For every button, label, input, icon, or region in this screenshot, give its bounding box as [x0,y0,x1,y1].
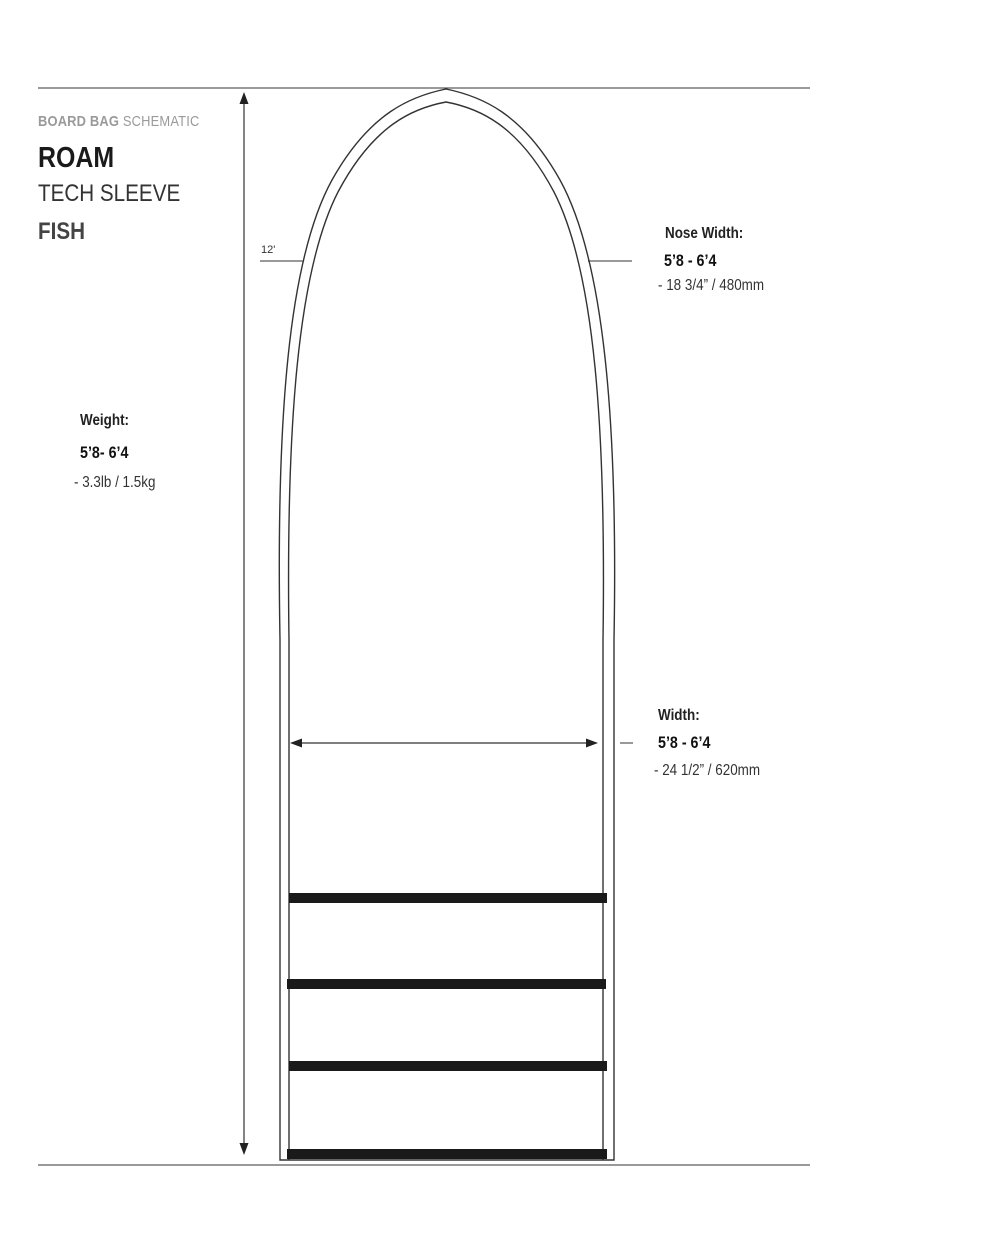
kicker-bold: BOARD BAG [38,113,120,130]
width-dimension-arrow [290,739,598,748]
bag-inner-outline [289,102,604,1160]
product-title: ROAM [38,142,115,174]
nose-width-value: - 18 3/4” / 480mm [658,277,765,294]
bag-outer-outline [279,89,614,1160]
strap-4 [287,1149,607,1159]
kicker-light: SCHEMATIC [122,113,200,130]
width-range: 5’8 - 6’4 [658,733,711,752]
strap-3 [289,1061,607,1071]
width-value: - 24 1/2” / 620mm [654,762,761,779]
board-model: FISH [38,218,86,245]
length-tick-label: 12' [261,244,276,256]
product-subtitle: TECH SLEEVE [38,180,181,207]
weight-range: 5’8- 6’4 [80,443,129,462]
strap-2 [287,979,606,989]
width-label: Width: [658,707,700,724]
nose-width-range: 5’8 - 6’4 [664,251,717,270]
weight-label: Weight: [80,412,130,429]
nose-width-label: Nose Width: [665,225,744,242]
weight-value: - 3.3lb / 1.5kg [74,474,156,491]
strap-1 [289,893,607,903]
length-dimension-arrow [240,92,249,1155]
